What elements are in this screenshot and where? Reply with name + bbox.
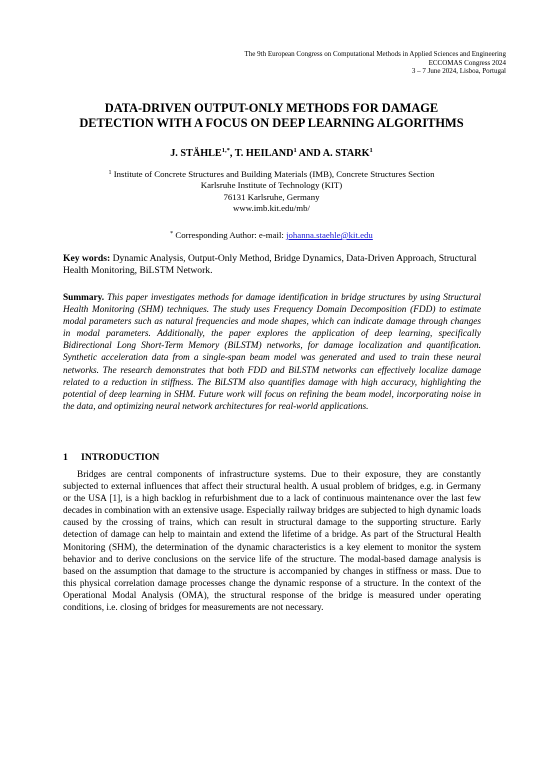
author-list xyxy=(50,148,493,160)
keywords xyxy=(63,253,481,277)
affiliation-address: 76131 Karlsruhe, Germany xyxy=(223,191,320,202)
section-heading xyxy=(63,452,481,464)
author-affiliation-mark: 1,* xyxy=(221,147,230,154)
conference-date-location: 3 – 7 June 2024, Lisboa, Portugal xyxy=(411,67,506,76)
summary-label: Summary. xyxy=(63,293,105,303)
email-link[interactable]: johanna.staehle@kit.edu xyxy=(286,230,373,240)
affiliation-block xyxy=(60,169,483,215)
author-name: J. STÄHLE xyxy=(170,148,222,159)
keywords-text: Dynamic Analysis, Output-Only Method, Bridge Dynamics, Data-Driven Approach, Structural Health Monitoring, BiLSTM Network. xyxy=(63,253,477,277)
title-line-1: DATA-DRIVEN OUTPUT-ONLY METHODS FOR DAMAGE xyxy=(104,101,439,115)
summary-text: This paper investigates methods for damage identification in bridge structures by using Structural Health Monitoring (SHM) techniques. The study uses Frequency Domain Decomposition (FDD) to estimate modal parameters such as natural frequencies and mode shapes, which can indicate damage through changes in modal parameters. Additionally, the paper explores the application of deep learning, specifically Bidirectional Long Short-Term Memory (BiLSTM) networks, for damage localization and quantification. Synthetic acceleration data from a single-span beam model was generated and used to train these neural networks. The research demonstrates that both FDD and BiLSTM networks can effectively localize damage related to a reduction in stiffness. The BiLSTM also quantifies damage with high accuracy, highlighting the potential of deep learning in SHM. Future work will focus on refining the beam model, incorporating noise in the data, and optimizing neural network architectures for real-world applications. xyxy=(63,293,481,412)
author-affiliation-mark: 1 xyxy=(369,147,373,154)
title-line-2: DETECTION WITH A FOCUS ON DEEP LEARNING ALGORITHMS xyxy=(79,115,464,130)
corresponding-author xyxy=(60,230,483,241)
author-name: T. HEILAND xyxy=(234,148,294,159)
intro-paragraph: Bridges are central components of infrastructure systems. Due to their exposure, they are constantly subjected to external influences that affect their structural health. A usual problem of bridges, e.g. in Germany or the USA [1], is a high backlog in refurbishment due to a lack of continuous maintenance over the last few decades in combination with an extensive usage. Especially railway bridges are subjected to high dynamic loads caused by the crossing of trains, which can result in structural damage to the supporting structure. Early detection of damage can help to maintain and extend the lifetime of a bridge. As part of the Structural Health Monitoring (SHM), the determination of the dynamic characteristics is a key element to monitor the system behavior and to derive conclusions on the service life of the structure. The modal-based damage analysis is based on the assumption that damage to the structure is accompanied by changes in stiffness or mass. Due to this physical correlation damage processes change the dynamic response of a structure. In the context of the Operational Modal Analysis (OMA), the structural response of the bridge is measured under operating conditions, i.e. closing of bridges for measurements are not necessary. xyxy=(63,470,481,614)
author-separator: , xyxy=(229,148,235,159)
summary xyxy=(63,292,481,413)
author-affiliation-mark: 1 xyxy=(293,147,297,154)
conference-name: The 9th European Congress on Computational Methods in Applied Sciences and Engineering xyxy=(244,50,506,58)
conference-header xyxy=(176,50,506,76)
corresponding-label: Corresponding Author: e-mail: xyxy=(173,230,287,240)
author-separator: AND xyxy=(296,148,323,159)
section-title: INTRODUCTION xyxy=(81,452,160,463)
affiliation-institute: $^1$ Institute of Concrete Structures and Building Materials (IMB), Concrete Structures Section xyxy=(108,169,435,179)
section-number: 1 xyxy=(63,452,68,463)
corresponding-mark: * xyxy=(170,231,174,237)
author-name: A. STARK xyxy=(322,148,370,159)
affiliation-university: Karlsruhe Institute of Technology (KIT) xyxy=(200,180,343,191)
keywords-label: Key words: xyxy=(63,253,111,264)
affiliation-mark: 1 xyxy=(108,170,112,176)
paper-title xyxy=(50,101,493,130)
affiliation-website: www.imb.kit.edu/mb/ xyxy=(233,203,310,214)
congress-name: ECCOMAS Congress 2024 xyxy=(428,58,506,67)
